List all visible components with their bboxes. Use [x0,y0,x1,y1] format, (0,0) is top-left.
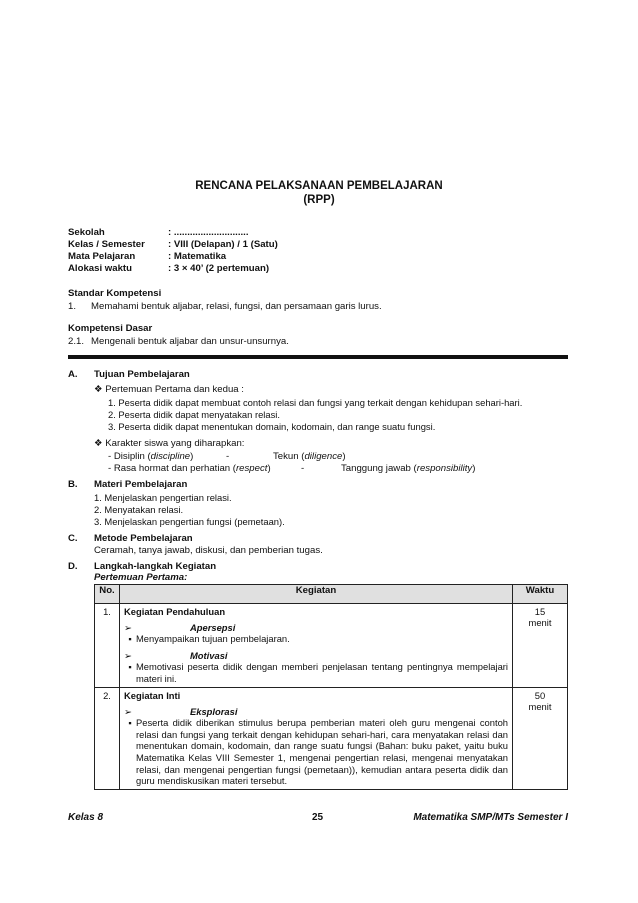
goals-list [108,397,522,433]
section-a-heading: Tujuan Pembelajaran [94,369,190,380]
kompetensi-heading: Kompetensi Dasar [68,323,153,334]
info-label: Alokasi waktu [68,262,132,274]
info-table [68,226,278,274]
row-time [513,604,568,688]
page-title: RENCANA PELAKSANAAN PEMBELAJARAN [195,180,443,192]
sub-activity-title: Eksplorasi [190,705,238,717]
standar-num: 1. [68,301,77,312]
sub-activity-title: Apersepsi [190,621,236,633]
table-row [95,604,568,688]
kompetensi-num: 2.1. [68,336,85,347]
info-value: : 3 × 40’ (2 pertemuan) [168,262,270,274]
standar-text: Memahami bentuk aljabar, relasi, fungsi, dan persamaan garis lurus. [91,301,382,312]
character-row-1 [108,451,193,463]
info-value: : ............................ [168,226,249,238]
char-italic: respect [235,463,268,474]
table-row [95,688,568,790]
diamond-bullet-icon: ❖ [94,438,103,449]
diamond-bullet-icon: ❖ [94,384,103,395]
char-text: ) [190,451,194,462]
row-number: 1. [95,604,120,688]
header-waktu: Waktu [513,585,568,604]
info-value: : VIII (Delapan) / 1 (Satu) [168,238,278,250]
time-value: 15 [534,606,546,617]
meeting-line [94,384,244,396]
info-label: Sekolah [68,226,105,238]
sub-activity-title: Motivasi [190,649,228,661]
sub-activity [124,706,508,718]
meeting-heading: Pertemuan Pertama: [94,572,188,583]
list-item: 2. Peserta didik dapat menyatakan relasi. [108,409,280,420]
list-item: 2. Menyatakan relasi. [94,504,184,515]
sub-activity-detail [124,661,508,684]
page-subtitle: (RPP) [303,194,335,206]
detail-text: Peserta didik diberikan stimulus berupa pemberian materi oleh guru mengenai contoh relasi dan fungsi yang terkait dengan kehidupan sehari-hari, cara menyatakan relasi dan menentukan domain, kodomain, dan range suatu fungsi (Bahan: buku paket, yaitu buku Matematika Kelas VIII Semester 1, mengenai pengertian relasi, mengenai menyatakan relasi, dan mengenai pengertian fungsi (pemetaan)), kemudian antara peserta didik dan guru mendiskusikan materi tersebut. [136,717,508,787]
info-label: Mata Pelajaran [68,250,136,262]
activity-title: Kegiatan Pendahuluan [124,606,226,617]
section-a-letter: A. [68,369,78,380]
character-line [94,438,244,450]
divider-rule [68,355,568,359]
sub-activity-detail [124,717,508,787]
character-label: Karakter siswa yang diharapkan: [105,438,245,449]
char-text: - Disiplin ( [108,451,151,462]
char-separator: - [301,463,305,474]
arrow-bullet-icon: ➢ [124,621,132,633]
footer-left: Kelas 8 [68,812,104,823]
detail-text: Memotivasi peserta didik dengan memberi penjelasan tentang pentingnya mempelajari materi ini. [136,661,508,684]
list-item: 3. Menjelaskan pengertian fungsi (pemetaan). [94,516,285,527]
char-text: ) [472,463,476,474]
char-italic: responsibility [416,463,473,474]
materi-list [94,492,285,528]
list-item: 1. Peserta didik dapat membuat contoh relasi dan fungsi yang terkait dengan kehidupan sehari-hari. [108,397,523,408]
square-bullet-icon: ▪ [128,717,132,729]
section-d-letter: D. [68,561,78,572]
row-number: 2. [95,688,120,790]
square-bullet-icon: ▪ [128,633,132,645]
meeting-label: Pertemuan Pertama dan kedua : [105,384,244,395]
section-c-heading: Metode Pembelajaran [94,533,193,544]
char-separator: - [226,451,230,462]
char-text: ) [267,463,271,474]
info-value: : Matematika [168,250,227,262]
list-item: 3. Peserta didik dapat menentukan domain, kodomain, dan range suatu fungsi. [108,421,436,432]
section-d-heading: Langkah-langkah Kegiatan [94,561,217,572]
time-value: 50 [534,690,546,701]
activity-title: Kegiatan Inti [124,690,181,701]
time-unit: menit [528,617,552,628]
detail-text: Menyampaikan tujuan pembelajaran. [136,633,290,645]
row-time [513,688,568,790]
char-text: ) [342,451,346,462]
char-text: Tekun ( [273,451,305,462]
row-activity [120,604,513,688]
footer-right: Matematika SMP/MTs Semester I [413,812,568,823]
time-unit: menit [528,701,552,712]
table-header-row [95,585,568,604]
char-text: - Rasa hormat dan perhatian ( [108,463,236,474]
char-italic: discipline [150,451,191,462]
char-text: Tanggung jawab ( [341,463,417,474]
section-c-letter: C. [68,533,78,544]
arrow-bullet-icon: ➢ [124,705,132,717]
kompetensi-text: Mengenali bentuk aljabar dan unsur-unsurnya. [91,336,289,347]
character-row-2b [341,463,475,475]
section-c-text: Ceramah, tanya jawab, diskusi, dan pemberian tugas. [94,545,323,556]
header-kegiatan: Kegiatan [120,585,513,604]
page-number: 25 [312,812,324,823]
standar-heading: Standar Kompetensi [68,288,162,299]
sub-activity-detail [124,633,508,645]
char-italic: diligence [304,451,343,462]
character-row-1b [273,451,346,463]
sub-activity [124,622,508,634]
row-activity [120,688,513,790]
header-no: No. [95,585,120,604]
section-b-heading: Materi Pembelajaran [94,479,188,490]
section-b-letter: B. [68,479,78,490]
info-label: Kelas / Semester [68,238,145,250]
sub-activity [124,650,508,662]
character-row-2 [108,463,271,475]
list-item: 1. Menjelaskan pengertian relasi. [94,492,232,503]
square-bullet-icon: ▪ [128,661,132,673]
arrow-bullet-icon: ➢ [124,649,132,661]
activity-table [94,584,568,790]
